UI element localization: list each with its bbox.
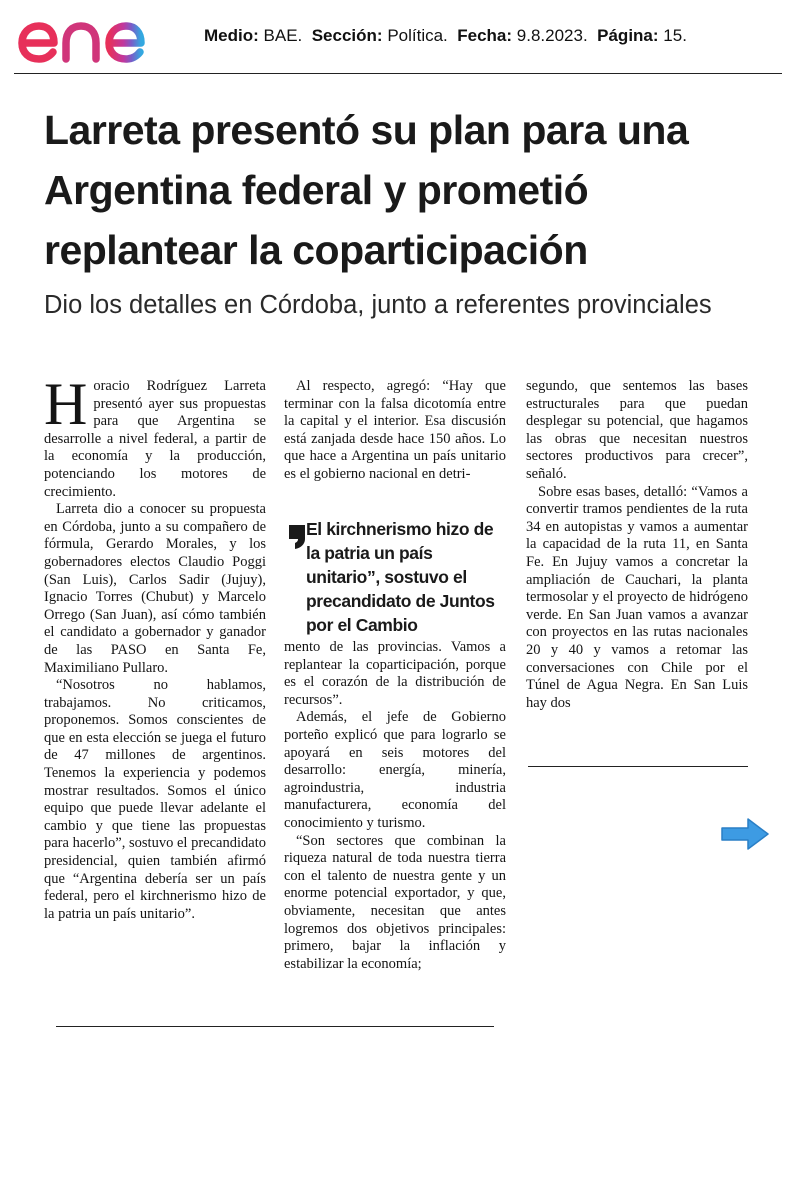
article-column-2-bottom <box>284 639 506 973</box>
article-headline: Larreta presentó su plan para una Argentina federal y prometió replantear la coparticipación <box>44 107 689 273</box>
paragraph: mento de las provincias. Vamos a replantear la coparticipación, porque es el corazón de la distribución de recursos”. <box>284 639 506 708</box>
meta-medio-value: BAE. <box>263 26 303 45</box>
meta-fecha-label: Fecha: <box>457 26 513 45</box>
meta-pagina-value: 15. <box>663 26 687 45</box>
paragraph: segundo, que sentemos las bases estructurales para que puedan desplegar su potencial, que hagamos las obras que necesitan nuestros sectores productivos para crecer”, señaló. <box>526 378 748 482</box>
article-column-1 <box>44 371 266 923</box>
header-divider <box>14 73 782 74</box>
right-arrow-icon[interactable] <box>720 817 770 851</box>
paragraph <box>44 371 266 501</box>
paragraph-text: oracio Rodríguez Larreta presentó ayer sus propuestas para que Argentina se desarrolle a nivel federal, a partir de la economía y la producción, potenciando los motores de crecimiento. <box>44 378 266 500</box>
paragraph: Sobre esas bases, detalló: “Vamos a convertir tramos pendientes de la ruta 34 en autopistas y vamos a aumentar la capacidad de la ruta 11, en Santa Fe. En Jujuy vamos a concretar la ampliación de Cauchari, la planta termosolar y el proyecto de hidrógeno verde. En San Juan vamos a avanzar con proyectos en las rutas nacionales 20 y 40 y vamos a retomar las conversaciones con Chile por el Túnel de Agua Negra. En San Luis hay dos <box>526 483 748 711</box>
paragraph: “Son sectores que combinan la riqueza natural de toda nuestra tierra con el talento de nuestra gente y un enorme potencial exportador, y que, obviamente, necesitan que antes logremos dos objetivos principales: primero, bajar la inflación y estabilizar la economía; <box>284 832 506 972</box>
article-subtitle: Dio los detalles en Córdoba, junto a referentes provinciales <box>44 291 712 319</box>
article-column-3 <box>526 378 748 712</box>
article-column-2-top <box>284 378 506 484</box>
meta-medio-label: Medio: <box>204 26 259 45</box>
paragraph: Larreta dio a conocer su propuesta en Córdoba, junto a su compañero de fórmula, Gerardo Morales, y los gobernadores electos Claudio Poggi (San Luis), Carlos Sadir (Jujuy), Ignacio Torres (Chubut) y Marcelo Orrego (San Juan), así cómo también el candidato a gobernador y ganador de las PASO en Santa Fe, Maximiliano Pullaro. <box>44 501 266 676</box>
column-end-rule <box>528 766 748 767</box>
pull-quote <box>284 517 510 635</box>
meta-pagina-label: Página: <box>597 26 659 45</box>
article-end-rule <box>56 1026 494 1027</box>
pull-quote-text: El kirchnerismo hizo de la patria un país unitario”, sostuvo el precandidato de Juntos por el Cambio <box>306 519 495 635</box>
meta-fecha-value: 9.8.2023. <box>516 26 588 45</box>
paragraph: Además, el jefe de Gobierno porteño explicó que para lograrlo se apoyará en seis motores del desarrollo: energía, minería, agroindustria, industria manufacturera, economía del conocimiento y turismo. <box>284 709 506 831</box>
quote-mark-icon <box>288 525 306 549</box>
meta-seccion-label: Sección: <box>311 26 383 45</box>
enel-logo <box>14 6 184 68</box>
source-metadata <box>204 26 687 46</box>
paragraph: Al respecto, agregó: “Hay que terminar con la falsa dicotomía entre la capital y el interior. Esa discusión está zanjada desde hace 150 años. Lo que hace a Argentina un país unitario es el gobierno nacional en detri- <box>284 378 506 482</box>
paragraph: “Nosotros no hablamos, trabajamos. No criticamos, proponemos. Somos conscientes de que en esta elección se juega el futuro de 47 millones de argentinos. Tenemos la experiencia y podemos mostrar resultados. Somos el único equipo que puede llevar adelante el cambio y que tiene las propuestas para hacerlo”, sostuvo el precandidato presidencial, quien también afirmó que “Argentina debería ser un país federal, pero el kirchnerismo hizo de la patria un país unitario”. <box>44 677 266 922</box>
meta-seccion-value: Política. <box>387 26 448 45</box>
drop-cap: H <box>44 371 88 437</box>
